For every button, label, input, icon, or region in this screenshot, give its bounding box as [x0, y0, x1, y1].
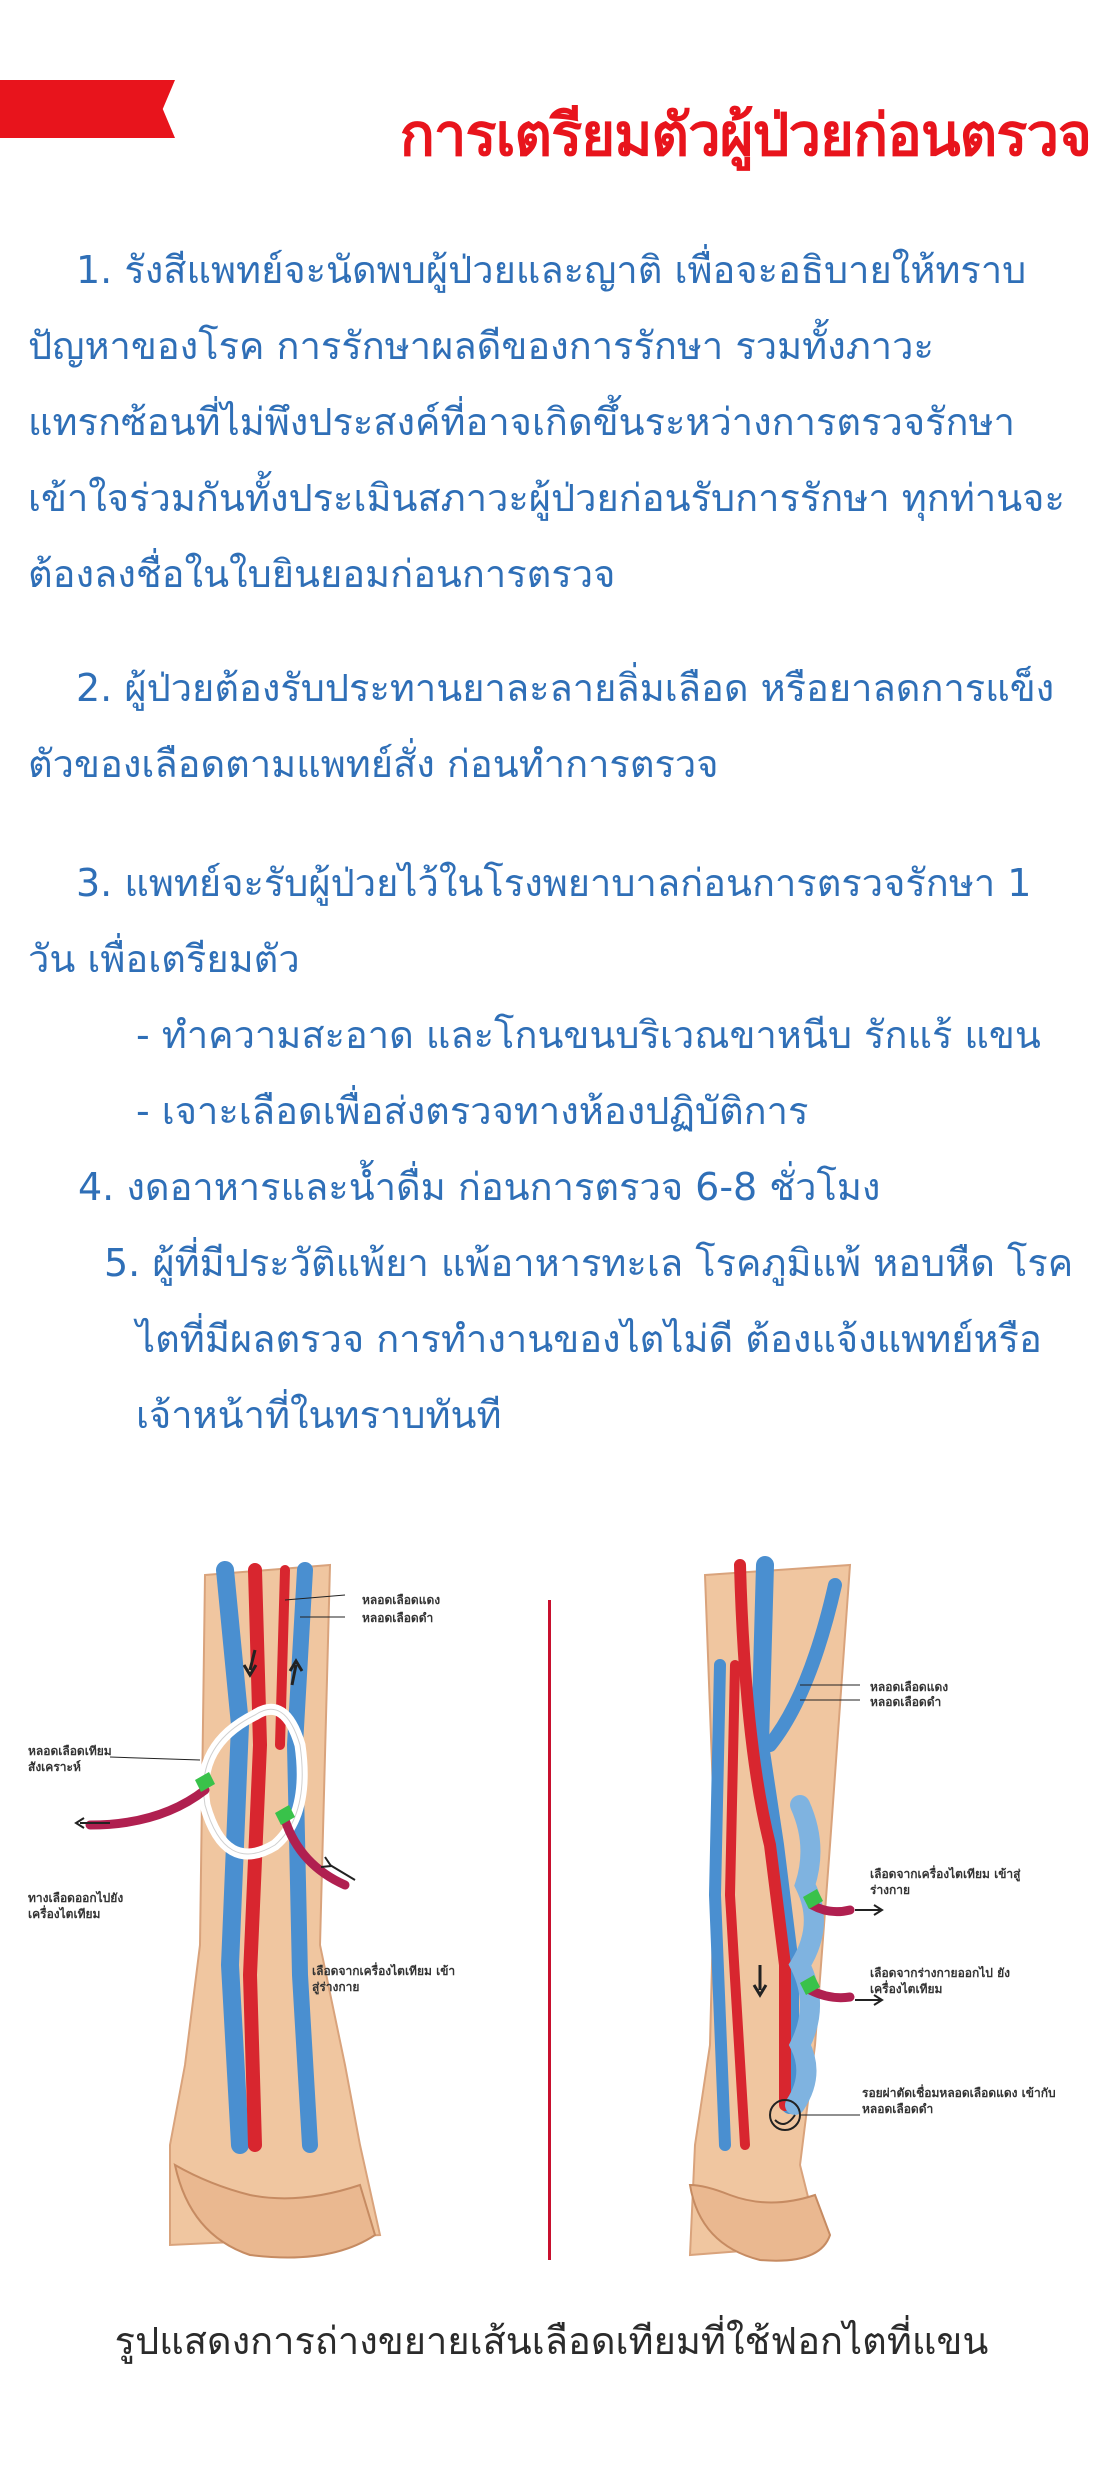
label-right-vein: หลอดเลือดดำ — [870, 1695, 942, 1709]
page-title: การเตรียมตัวผู้ป่วยก่อนตรวจ — [399, 101, 1091, 169]
figure-divider — [548, 1600, 551, 2260]
arm-illustration — [0, 1545, 1103, 2285]
label-right-fistula: รอยผ่าตัดเชื่อมหลอดเลือดแดง เข้ากับหลอดเลือดดำ — [862, 2086, 1056, 2116]
paragraph-2: 2. ผู้ป่วยต้องรับประทานยาละลายลิ่มเลือด หรือยาลดการแข็งตัวของเลือดตามแพทย์สั่ง ก่อนทำการตรวจ — [28, 666, 1055, 786]
figure-caption: รูปแสดงการถ่างขยายเส้นเลือดเทียมที่ใช้ฟอกไตที่แขน — [114, 2319, 989, 2363]
label-right-out: เลือดจากร่างกายออกไป ยังเครื่องไตเทียม — [870, 1966, 1010, 1996]
label-left-graft: หลอดเลือดเทียม สังเคราะห์ — [28, 1744, 112, 1774]
right-arm-figure — [690, 1565, 882, 2261]
label-right-in: เลือดจากเครื่องไตเทียม เข้าสู่ร่างกาย — [870, 1867, 1021, 1897]
label-left-vein: หลอดเลือดดำ — [362, 1611, 434, 1625]
label-left-artery: หลอดเลือดแดง — [362, 1593, 441, 1607]
paragraph-1: 1. รังสีแพทย์จะนัดพบผู้ป่วยและญาติ เพื่อจะอธิบายให้ทราบปัญหาของโรค การรักษาผลดีของการรักษา รวมทั้งภาวะแทรกซ้อนที่ไม่พึงประสงค์ที่อาจเกิดขึ้นระหว่างการตรวจรักษาเข้าใจร่วมกันทั้งประเมินสภาวะผู้ป่วยก่อนรับการรักษา ทุกท่านจะต้องลงชื่อในใบยินยอมก่อนการตรวจ — [28, 248, 1065, 596]
label-right-artery: หลอดเลือดแดง — [870, 1680, 949, 1694]
paragraph-3-block — [28, 845, 1088, 1453]
paragraph-4: 4. งดอาหารและน้ำดื่ม ก่อนการตรวจ 6-8 ชั่วโมง — [78, 1165, 881, 1209]
paragraph-3-sub-2: - เจาะเลือดเพื่อส่งตรวจทางห้องปฏิบัติการ — [136, 1089, 809, 1133]
paragraph-3-sub-1: - ทำความสะอาด และโกนขนบริเวณขาหนีบ รักแร้ แขน — [136, 1013, 1041, 1057]
paragraph-3: 3. แพทย์จะรับผู้ป่วยไว้ในโรงพยาบาลก่อนการตรวจรักษา 1 วัน เพื่อเตรียมตัว — [28, 861, 1032, 981]
label-left-in: เลือดจากเครื่องไตเทียม เข้าสู่ร่างกาย — [312, 1964, 456, 1994]
label-left-out: ทางเลือดออกไปยัง เครื่องไตเทียม — [28, 1891, 124, 1921]
red-tab-decoration — [0, 80, 175, 138]
paragraph-5: 5. ผู้ที่มีประวัติแพ้ยา แพ้อาหารทะเล โรคภูมิแพ้ หอบหืด โรคไตที่มีผลตรวจ การทำงานของไตไม่ดี ต้องแจ้งแพทย์หรือเจ้าหน้าที่ในทราบทันที — [104, 1241, 1074, 1437]
